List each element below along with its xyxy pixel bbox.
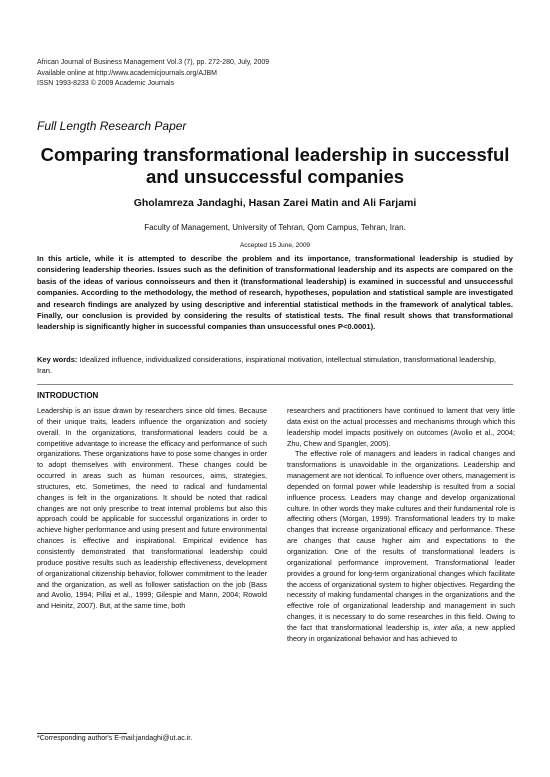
right-paragraph-2	[287, 449, 515, 644]
keywords-text: Idealized influence, individualized considerations, inspirational motivation, intellectual stimulation, transformational leadership, Iran.	[37, 355, 497, 376]
accepted-date: Accepted 15 June, 2009	[239, 242, 311, 249]
journal-citation: African Journal of Business Management Vol.3 (7), pp. 272-280, July, 2009	[37, 59, 270, 66]
authors: Gholamreza Jandaghi, Hasan Zarei Matin and Ali Farjami	[133, 197, 417, 209]
right-column	[287, 406, 515, 645]
right-paragraph-1: researchers and practitioners have continued to lament that very little data exist on the actual processes and mechanisms through which this leadership model impacts positively on outcomes (Avolio et al., 2004; Zhu, Chew and Spangler, 2005).	[287, 406, 515, 448]
affiliation: Faculty of Management, University of Tehran, Qom Campus, Tehran, Iran.	[144, 223, 406, 232]
abstract: In this article, while it is attempted to describe the problem and its importance, transformational leadership is studied by considering leadership theories. Issues such as the definition of transformational leadership and its aspects are compared on the basis of the ideas of various connoisseurs and then it (transformational leadership) is examined in successful and unsuccessful companies. According to the methodology, the method of research, hypotheses, population and statistical sample are investigated and research findings are analyzed by using descriptive and inferential statistical methods in the framework of analytical tables. Finally, our conclusion is provided by considering the results of statistical tests. The final result shows that transformational leadership is significantly higher in successful companies than unsuccessful ones P<0.0001).	[37, 254, 513, 332]
left-column	[37, 406, 267, 612]
section-divider	[37, 384, 513, 385]
footnote-divider	[37, 733, 127, 734]
journal-issn: ISSN 1993-8233 © 2009 Academic Journals	[37, 80, 175, 87]
keywords	[37, 354, 513, 376]
section-heading-introduction: INTRODUCTION	[37, 391, 99, 400]
left-paragraph-1: Leadership is an issue drawn by researchers since old times. Because of their unique traits, leaders influence the organization and society overall. In the organizations, transformational leaders could be a competitive advantage to increase the efficacy and performance of such organizations. These organizations have to pose some changes in order to adopt themselves with environment. These changes could be occurred in areas such as human resources, aims, strategies, structures, etc. Sometimes, the need to radical and fundamental changes is felt in the organizations. It should be noted that radical changes are not only prescribe to treat internal problems but also this approach could be applicable for successful organizations in order to achieve higher performance and using present and future environmental chances is effective and inspirational. Empirical evidence has consistently demonstrated that transformational leadership could produce positive results such as leadership effectiveness, development of organizational citizenship behavior, follower commitment to the leader and the organization, as well as follower satisfaction on the job (Bass and Avolio, 1994; Pillai et al., 1999; Gilespie and Mann, 2004; Rowold and Heinitz, 2007). But, at the same time, both	[37, 406, 267, 611]
journal-online-url: Available online at http://www.academicjournals.org/AJBM	[37, 69, 218, 77]
journal-header	[37, 58, 269, 90]
corresponding-author-footnote: *Corresponding author's E-mail:jandaghi@ut.ac.ir.	[37, 735, 193, 742]
right-paragraph-2-text: The effective role of managers and leaders in radical changes and transformations is unavoidable in the organizations. Leadership and management are not identical. To influence over others, management is depended on formal power while leadership is resulted from a social influence process. Leaders may change and develop organizational culture. In other words they make cultures and their fundamental role is affecting others (Morgan, 1999). Transformational leaders try to make changes that increase organizational efficacy and performance. These are changes that cause higher aim and expectations to the organization. One of the results of transformational leaders is organizational performance improvement. Transformational leader provides a ground for long-term organizational changes which facilitate the access of organizational system to higher objectives. Regarding the necessity of making fundamental changes in the organizations and the effective role of organizational leadership and management in such changes, it is necessary to do some researches in this field. Owing to the fact that transformational leadership is,	[287, 449, 516, 632]
title-line-2: and unsuccessful companies	[145, 166, 405, 187]
paper-type-label: Full Length Research Paper	[37, 119, 187, 133]
right-paragraph-2-italic: inter alia	[433, 622, 463, 632]
title-line-1: Comparing transformational leadership in successful	[40, 144, 510, 165]
keywords-label: Key words:	[37, 355, 78, 364]
right-paragraph-2-end: , a new applied theory in organizational behavior and has achieved to	[287, 622, 515, 643]
paper-title	[30, 144, 520, 188]
